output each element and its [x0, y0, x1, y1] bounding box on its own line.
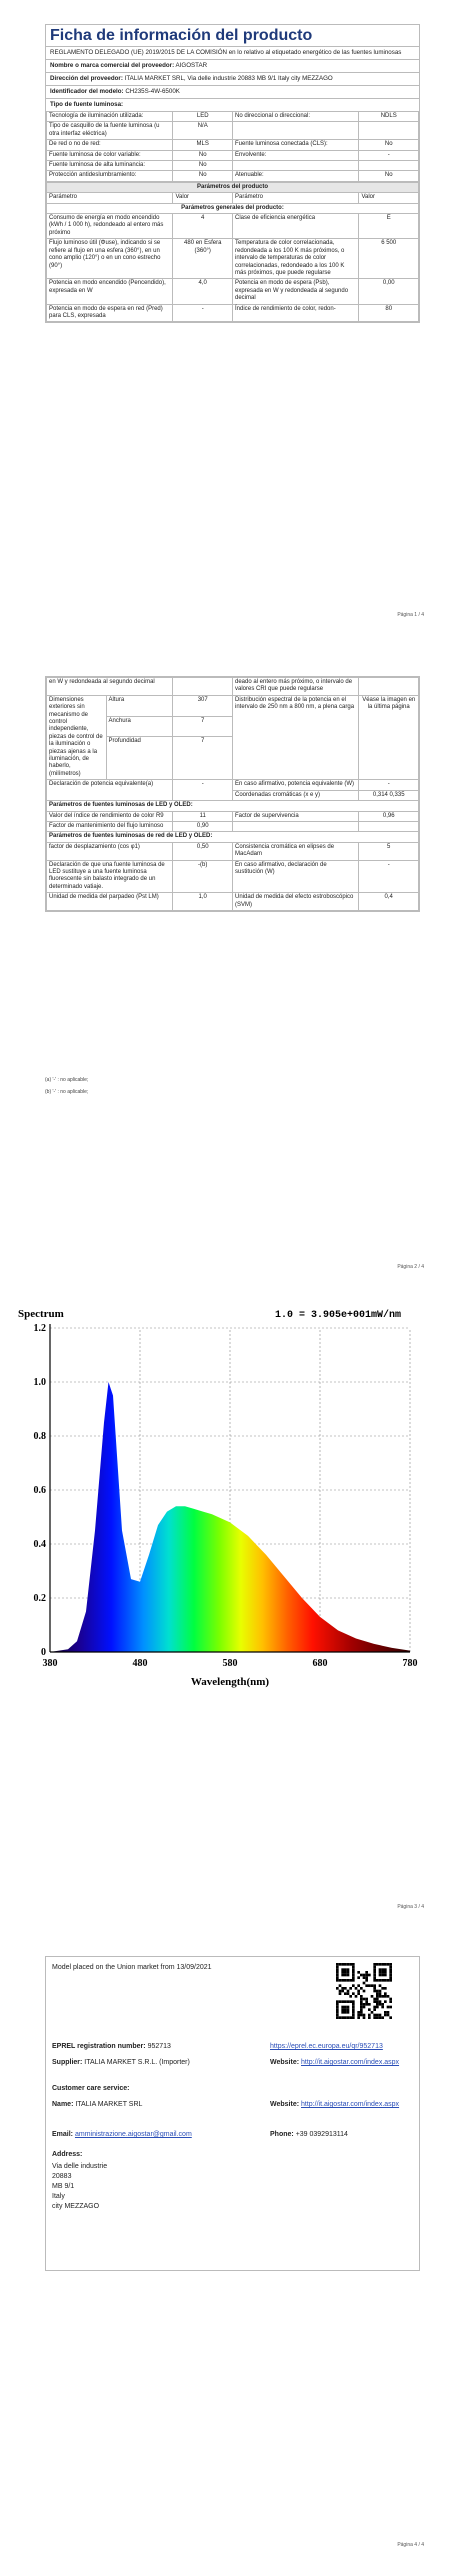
- address-block: [52, 2162, 107, 2212]
- param-name-2: [232, 821, 358, 831]
- chroma-value: 0,314 0,335: [359, 790, 419, 800]
- param-value: N/A: [173, 122, 233, 140]
- page-3: [0, 1280, 452, 1920]
- x-tick-label: 380: [42, 1658, 58, 1669]
- table-row: [47, 171, 419, 181]
- dim-height-label: Altura: [106, 695, 173, 716]
- param-value-2: [359, 161, 419, 171]
- supplier-value: ITALIA MARKET S.R.L. (Importer): [84, 2059, 190, 2066]
- placement-date: Model placed on the Union market from 13/09/2021: [52, 1964, 212, 1971]
- param-name: Declaración de que una fuente luminosa de LED sustituye a una fuente luminosa fluorescente sin balasto integrado de un determinado vatiaje.: [47, 860, 173, 893]
- page-1: [0, 0, 452, 640]
- param-name: Potencia en modo de espera en red (Pred) para CLS, expresada: [47, 304, 173, 322]
- x-tick-label: 780: [402, 1658, 418, 1669]
- param-value: MLS: [173, 140, 233, 150]
- param-name-2: Envolvente:: [232, 150, 358, 160]
- param-value: LED: [173, 112, 233, 122]
- page-number: Página 2 / 4: [397, 1264, 424, 1270]
- x-axis-title: Wavelength(nm): [190, 1676, 270, 1688]
- params-continued: [45, 676, 420, 912]
- param-value-2: 80: [359, 304, 419, 322]
- y-tick-label: 0.6: [33, 1485, 46, 1496]
- email-link[interactable]: amministrazione.aigostar@gmail.com: [74, 2131, 192, 2138]
- param-name-2: [232, 122, 358, 140]
- param-value-2: NDLS: [359, 112, 419, 122]
- regulation-text: REGLAMENTO DELEGADO (UE) 2019/2015 DE LA COMISIÓN en lo relativo al etiquetado energético de las fuentes luminosas: [46, 46, 419, 59]
- param-name-2: Potencia en modo de espera (Psb), expresada en W y redondeada al segundo decimal: [232, 279, 358, 304]
- table-row: [47, 112, 419, 122]
- qr-code-icon: [336, 1963, 392, 2019]
- table-row: [47, 821, 419, 831]
- param-name-2: Unidad de medida del efecto estroboscópico (SVM): [232, 893, 358, 911]
- footnote-a: (a) '-' : no aplicable;: [45, 1077, 89, 1083]
- dim-depth-value: 7: [173, 737, 233, 780]
- website2-label: Website:: [270, 2101, 300, 2108]
- param-value: 11: [173, 811, 233, 821]
- param-value: [173, 678, 233, 696]
- params-header: Parámetros del producto: [47, 182, 419, 192]
- col-value: Valor: [173, 193, 233, 203]
- param-value: 0,50: [173, 842, 233, 860]
- equiv-label: Declaración de potencia equivalente(a): [47, 780, 173, 801]
- param-value-2: 0,4: [359, 893, 419, 911]
- table-row: [47, 279, 419, 304]
- x-tick-label: 480: [132, 1658, 148, 1669]
- product-sheet-header: [45, 24, 420, 323]
- source-type-table: [46, 111, 419, 182]
- param-value-2: [359, 122, 419, 140]
- param-value: 480 en Esfera (360°): [173, 239, 233, 279]
- spectral-value: Véase la imagen en la última página: [359, 695, 419, 779]
- param-value: No: [173, 161, 233, 171]
- name-row: [52, 2100, 142, 2110]
- table-row: [47, 140, 419, 150]
- params-table-continued: [46, 677, 419, 911]
- param-name-2: Factor de supervivencia: [232, 811, 358, 821]
- x-tick-label: 680: [312, 1658, 328, 1669]
- param-name-2: [232, 161, 358, 171]
- page-2: [0, 640, 452, 1280]
- dim-depth-label: Profundidad: [106, 737, 173, 780]
- params-table: [46, 182, 419, 323]
- param-value-2: [359, 678, 419, 696]
- customer-service-heading: Customer care service:: [52, 2085, 130, 2092]
- param-value: No: [173, 150, 233, 160]
- table-row: [47, 860, 419, 893]
- table-row: [47, 150, 419, 160]
- param-name: Tipo de casquillo de la fuente luminosa (u otra interfaz eléctrica): [47, 122, 173, 140]
- table-row: [47, 893, 419, 911]
- spectrum-chart: [0, 1290, 452, 1710]
- y-tick-label: 0: [41, 1647, 46, 1658]
- email-row: [52, 2130, 192, 2140]
- param-value: -(b): [173, 860, 233, 893]
- y-tick-label: 0.2: [33, 1593, 46, 1604]
- eprel-row: [52, 2042, 171, 2052]
- param-name: factor de desplazamiento (cos φ1): [47, 842, 173, 860]
- param-name-2: No direccional o direccional:: [232, 112, 358, 122]
- address-line: 20883: [52, 2173, 72, 2180]
- phone-label: Phone:: [270, 2131, 294, 2138]
- supplier-row: [52, 2058, 262, 2068]
- equiv-w-value: -: [359, 780, 419, 790]
- param-value-2: 0,96: [359, 811, 419, 821]
- red-header: Parámetros de fuentes luminosas de red de LED y OLED:: [47, 832, 419, 842]
- param-name: De red o no de red:: [47, 140, 173, 150]
- table-row: [47, 122, 419, 140]
- dim-height-value: 307: [173, 695, 233, 716]
- col-value-2: Valor: [359, 193, 419, 203]
- param-name: Factor de mantenimiento del flujo luminoso: [47, 821, 173, 831]
- y-tick-label: 1.2: [33, 1323, 46, 1334]
- page-title: Ficha de información del producto: [50, 27, 313, 44]
- param-name: Potencia en modo encendido (Pencendido), expresada en W: [47, 279, 173, 304]
- table-row: [47, 214, 419, 239]
- param-name: Unidad de medida del parpadeo (Pst LM): [47, 893, 173, 911]
- col-param-2: Parámetro: [232, 193, 358, 203]
- footnote-b: (b) '-' : no aplicable;: [45, 1089, 89, 1095]
- table-row: [47, 811, 419, 821]
- qr-code: [336, 1963, 392, 2019]
- param-value-2: [359, 821, 419, 831]
- table-row: [47, 304, 419, 322]
- param-name-2: Atenuable:: [232, 171, 358, 181]
- source-type-heading: Tipo de fuente luminosa:: [46, 98, 419, 111]
- phone-value: +39 0392913114: [295, 2131, 348, 2138]
- supplier-label: Supplier:: [52, 2059, 83, 2066]
- param-value: -: [173, 304, 233, 322]
- col-param: Parámetro: [47, 193, 173, 203]
- param-name-2: Índice de rendimiento de color, redon-: [232, 304, 358, 322]
- param-value-2: E: [359, 214, 419, 239]
- param-name: en W y redondeada al segundo decimal: [47, 678, 173, 696]
- phone-row: [270, 2130, 348, 2140]
- param-name: Consumo de energía en modo encendido (kWh / 1 000 h), redondeado al entero más próximo: [47, 214, 173, 239]
- website2-row: [270, 2100, 410, 2110]
- page-4: [0, 1920, 452, 2560]
- param-value-2: No: [359, 140, 419, 150]
- general-header: Parámetros generales del producto:: [47, 203, 419, 213]
- dimensions-label: Dimensiones exteriores sin mecanismo de control independiente, piezas de control de la iluminación o piezas ajenas a la iluminación, de haberlo, (milímetros): [47, 695, 107, 779]
- param-value: No: [173, 171, 233, 181]
- eprel-info-box: [45, 1956, 420, 2271]
- y-tick-label: 0.4: [33, 1539, 46, 1550]
- param-value: 4: [173, 214, 233, 239]
- param-name-2: Temperatura de color correlacionada, redondeada a los 100 K más próximos, o intervalo de temperaturas de color correlacionadas, redondeado a los 100 K más próximos, que puede regularse: [232, 239, 358, 279]
- dim-width-label: Anchura: [106, 716, 173, 737]
- table-row: [47, 842, 419, 860]
- chart-formula: 1.0 = 3.905e+001mW/nm: [275, 1310, 402, 1321]
- x-tick-label: 580: [222, 1658, 238, 1669]
- chroma-label: Coordenadas cromáticas (x e y): [232, 790, 358, 800]
- eprel-label: EPREL registration number:: [52, 2043, 146, 2050]
- page-number: Página 4 / 4: [397, 2542, 424, 2548]
- param-name: Tecnología de iluminación utilizada:: [47, 112, 173, 122]
- param-name: Protección antideslumbramiento:: [47, 171, 173, 181]
- model-label: Identificador del modelo:: [50, 88, 124, 95]
- address-row: [46, 72, 419, 85]
- param-value: 4,0: [173, 279, 233, 304]
- model-row: [46, 85, 419, 98]
- y-tick-label: 1.0: [33, 1377, 46, 1388]
- param-value: 0,90: [173, 821, 233, 831]
- address-value: ITALIA MARKET SRL, Via delle industrie 20883 MB 9/1 Italy city MEZZAGO: [124, 75, 333, 82]
- address-line: MB 9/1: [52, 2183, 75, 2190]
- eprel-link[interactable]: https://eprel.ec.europa.eu/qr/952713: [270, 2043, 383, 2050]
- y-axis-title: Spectrum: [18, 1308, 64, 1320]
- table-row: [47, 678, 419, 696]
- param-name-2: deado al entero más próximo, o intervalo de valores CRI que puede regularse: [232, 678, 358, 696]
- address-line: Via delle industrie: [52, 2163, 108, 2170]
- spectral-label: Distribución espectral de la potencia en el intervalo de 250 nm a 800 nm, a plena carga: [232, 695, 358, 779]
- param-name: Flujo luminoso útil (Φuse), indicando si se refiere al flujo en una esfera (360°), en un cono amplio (120°) o en un cono estrecho (90°): [47, 239, 173, 279]
- table-row: [47, 239, 419, 279]
- model-value: CH235S-4W-6500K: [125, 88, 180, 95]
- param-name: Fuente luminosa de alta luminancia:: [47, 161, 173, 171]
- param-value: 1,0: [173, 893, 233, 911]
- page-number: Página 3 / 4: [397, 1904, 424, 1910]
- address-line: city MEZZAGO: [52, 2203, 100, 2210]
- address-line: Italy: [52, 2193, 65, 2200]
- website-label: Website:: [270, 2059, 300, 2066]
- param-name: Fuente luminosa de color variable:: [47, 150, 173, 160]
- name-label: Name:: [52, 2101, 74, 2108]
- param-name-2: Fuente luminosa conectada (CLS):: [232, 140, 358, 150]
- email-label: Email:: [52, 2131, 74, 2138]
- page-number: Página 1 / 4: [397, 612, 424, 618]
- param-name: Valor del índice de rendimiento de color R9: [47, 811, 173, 821]
- name-value: ITALIA MARKET SRL: [75, 2101, 143, 2108]
- website2-link[interactable]: http://it.aigostar.com/index.aspx: [301, 2101, 400, 2108]
- led-header: Parámetros de fuentes luminosas de LED y OLED:: [47, 801, 419, 811]
- param-name-2: Consistencia cromática en elipses de MacAdam: [232, 842, 358, 860]
- eprel-value: 952713: [147, 2043, 171, 2050]
- website-link[interactable]: http://it.aigostar.com/index.aspx: [301, 2059, 400, 2066]
- param-value-2: No: [359, 171, 419, 181]
- supplier-label: Nombre o marca comercial del proveedor:: [50, 62, 175, 69]
- y-tick-label: 0.8: [33, 1431, 46, 1442]
- address-heading: Address:: [52, 2151, 83, 2158]
- supplier-row: [46, 59, 419, 72]
- equiv-w-label: En caso afirmativo, potencia equivalente (W): [232, 780, 358, 790]
- website-row: [270, 2058, 410, 2068]
- address-label: Dirección del proveedor:: [50, 75, 123, 82]
- equiv-value: -: [173, 780, 233, 801]
- dim-width-value: 7: [173, 716, 233, 737]
- param-value-2: 6 500: [359, 239, 419, 279]
- param-value-2: -: [359, 860, 419, 893]
- param-value-2: 5: [359, 842, 419, 860]
- param-value-2: -: [359, 150, 419, 160]
- param-value-2: 0,00: [359, 279, 419, 304]
- table-row: [47, 161, 419, 171]
- param-name-2: Clase de eficiencia energética: [232, 214, 358, 239]
- supplier-value: AIGOSTAR: [175, 62, 208, 69]
- param-name-2: En caso afirmativo, declaración de sustitución (W): [232, 860, 358, 893]
